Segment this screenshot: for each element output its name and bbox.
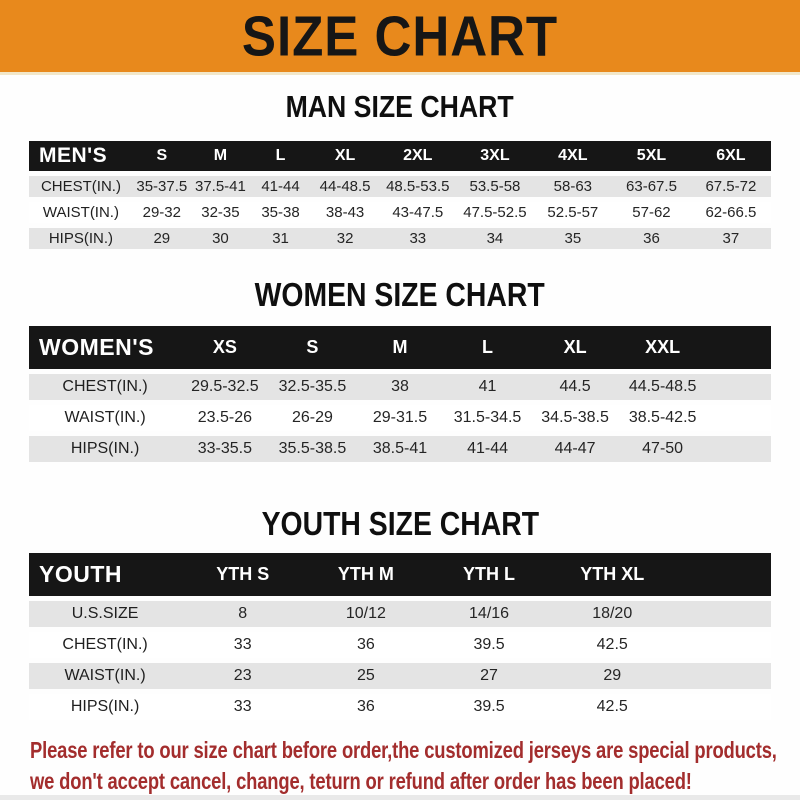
column-header: XS — [181, 326, 269, 369]
column-header-empty — [674, 553, 771, 596]
cell: 58-63 — [534, 176, 613, 197]
cell: 33 — [181, 632, 304, 658]
banner-title: SIZE CHART — [241, 4, 559, 68]
cell: 37.5-41 — [191, 176, 250, 197]
column-header: XL — [311, 141, 379, 171]
youth-size-table — [29, 548, 771, 725]
cell: 47-50 — [619, 436, 707, 462]
row-label: WAIST(IN.) — [29, 663, 181, 689]
cell: 62-66.5 — [691, 202, 771, 223]
cell: 27 — [427, 663, 550, 689]
table-row — [29, 176, 771, 197]
table-title: MEN'S — [29, 141, 133, 171]
table-row — [29, 228, 771, 249]
column-header: XXL — [619, 326, 707, 369]
cell: 25 — [304, 663, 427, 689]
column-header: 6XL — [691, 141, 771, 171]
cell: 38.5-41 — [356, 436, 444, 462]
cell: 35 — [534, 228, 613, 249]
cell-empty — [674, 694, 771, 720]
cell: 10/12 — [304, 601, 427, 627]
women-table-header — [29, 326, 771, 369]
row-label: CHEST(IN.) — [29, 632, 181, 658]
cell: 63-67.5 — [612, 176, 691, 197]
cell: 36 — [304, 632, 427, 658]
cell: 43-47.5 — [379, 202, 456, 223]
column-header: 5XL — [612, 141, 691, 171]
cell: 42.5 — [551, 694, 674, 720]
cell: 35-37.5 — [133, 176, 191, 197]
row-label: WAIST(IN.) — [29, 202, 133, 223]
cell-empty — [706, 405, 771, 431]
column-header: M — [191, 141, 250, 171]
table-row — [29, 694, 771, 720]
table-row — [29, 374, 771, 400]
cell: 29 — [133, 228, 191, 249]
men-table-body — [29, 176, 771, 249]
table-row — [29, 663, 771, 689]
header-row — [29, 553, 771, 596]
table-row — [29, 436, 771, 462]
row-label: CHEST(IN.) — [29, 176, 133, 197]
row-label: HIPS(IN.) — [29, 694, 181, 720]
cell-empty — [674, 663, 771, 689]
cell: 35.5-38.5 — [269, 436, 357, 462]
man-section-heading-text: MAN SIZE CHART — [285, 89, 515, 124]
column-header: YTH M — [304, 553, 427, 596]
cell: 44.5-48.5 — [619, 374, 707, 400]
row-label: U.S.SIZE — [29, 601, 181, 627]
cell-empty — [706, 374, 771, 400]
cell-empty — [706, 436, 771, 462]
table-row — [29, 601, 771, 627]
cell: 41-44 — [444, 436, 532, 462]
women-section-heading-text: WOMEN SIZE CHART — [254, 276, 546, 313]
cell: 33-35.5 — [181, 436, 269, 462]
cell: 52.5-57 — [534, 202, 613, 223]
cell: 18/20 — [551, 601, 674, 627]
cell: 47.5-52.5 — [456, 202, 533, 223]
cell: 29-31.5 — [356, 405, 444, 431]
cell: 33 — [181, 694, 304, 720]
bottom-strip — [0, 795, 800, 800]
cell: 44.5 — [531, 374, 619, 400]
cell: 38.5-42.5 — [619, 405, 707, 431]
cell: 44-47 — [531, 436, 619, 462]
cell: 41 — [444, 374, 532, 400]
cell: 42.5 — [551, 632, 674, 658]
banner — [0, 0, 800, 75]
table-title: YOUTH — [29, 553, 181, 596]
women-table-body — [29, 374, 771, 462]
column-header: S — [133, 141, 191, 171]
men-size-table — [29, 136, 771, 254]
column-header: L — [444, 326, 532, 369]
cell: 36 — [612, 228, 691, 249]
cell-empty — [674, 601, 771, 627]
cell: 39.5 — [427, 632, 550, 658]
cell: 36 — [304, 694, 427, 720]
cell: 31.5-34.5 — [444, 405, 532, 431]
youth-table-body — [29, 601, 771, 720]
column-header: YTH L — [427, 553, 550, 596]
cell-empty — [674, 632, 771, 658]
column-header-empty — [706, 326, 771, 369]
disclaimer — [30, 735, 800, 797]
column-header: YTH S — [181, 553, 304, 596]
cell: 48.5-53.5 — [379, 176, 456, 197]
cell: 34.5-38.5 — [531, 405, 619, 431]
cell: 34 — [456, 228, 533, 249]
cell: 38 — [356, 374, 444, 400]
cell: 14/16 — [427, 601, 550, 627]
row-label: WAIST(IN.) — [29, 405, 181, 431]
cell: 32-35 — [191, 202, 250, 223]
cell: 26-29 — [269, 405, 357, 431]
cell: 38-43 — [311, 202, 379, 223]
women-size-table — [29, 321, 771, 467]
table-title: WOMEN'S — [29, 326, 181, 369]
header-row — [29, 141, 771, 171]
youth-section-heading-text: YOUTH SIZE CHART — [261, 505, 539, 542]
women-section-heading — [0, 278, 800, 311]
column-header: L — [250, 141, 311, 171]
table-row — [29, 632, 771, 658]
column-header: M — [356, 326, 444, 369]
man-section-heading — [0, 91, 800, 122]
cell: 23.5-26 — [181, 405, 269, 431]
column-header: XL — [531, 326, 619, 369]
disclaimer-line-2: we don't accept cancel, change, teturn or refund after order has been placed! — [30, 768, 692, 794]
column-header: S — [269, 326, 357, 369]
row-label: HIPS(IN.) — [29, 436, 181, 462]
cell: 57-62 — [612, 202, 691, 223]
cell: 53.5-58 — [456, 176, 533, 197]
men-table-header — [29, 141, 771, 171]
cell: 32.5-35.5 — [269, 374, 357, 400]
cell: 31 — [250, 228, 311, 249]
cell: 41-44 — [250, 176, 311, 197]
table-row — [29, 405, 771, 431]
column-header: 3XL — [456, 141, 533, 171]
cell: 30 — [191, 228, 250, 249]
youth-section-heading — [0, 507, 800, 540]
cell: 23 — [181, 663, 304, 689]
cell: 35-38 — [250, 202, 311, 223]
cell: 29.5-32.5 — [181, 374, 269, 400]
row-label: CHEST(IN.) — [29, 374, 181, 400]
cell: 32 — [311, 228, 379, 249]
column-header: YTH XL — [551, 553, 674, 596]
cell: 67.5-72 — [691, 176, 771, 197]
row-label: HIPS(IN.) — [29, 228, 133, 249]
cell: 29-32 — [133, 202, 191, 223]
table-row — [29, 202, 771, 223]
header-row — [29, 326, 771, 369]
cell: 44-48.5 — [311, 176, 379, 197]
cell: 39.5 — [427, 694, 550, 720]
column-header: 2XL — [379, 141, 456, 171]
youth-table-header — [29, 553, 771, 596]
column-header: 4XL — [534, 141, 613, 171]
cell: 8 — [181, 601, 304, 627]
cell: 33 — [379, 228, 456, 249]
cell: 29 — [551, 663, 674, 689]
cell: 37 — [691, 228, 771, 249]
disclaimer-line-1: Please refer to our size chart before order,the customized jerseys are special products, — [30, 737, 777, 763]
